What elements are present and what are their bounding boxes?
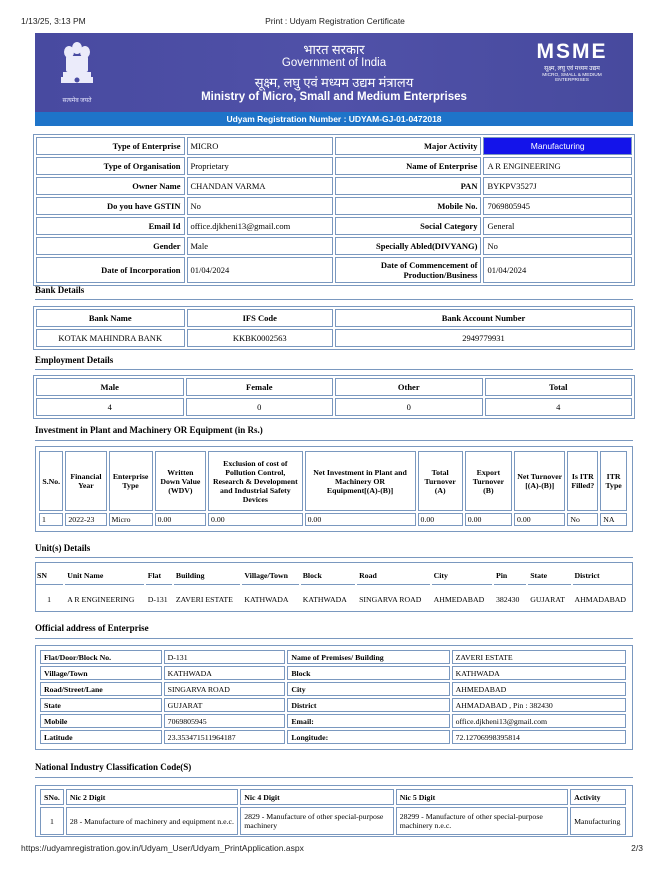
investment-cell: 0.00 bbox=[305, 513, 416, 526]
investment-header: S.No. bbox=[39, 451, 63, 511]
government-title: Government of India bbox=[281, 57, 387, 69]
enterprise-label: Type of Enterprise bbox=[36, 137, 185, 155]
bank-details-heading: Bank Details bbox=[35, 285, 85, 295]
investment-header: Is ITR Filled? bbox=[567, 451, 598, 511]
enterprise-label: Name of Enterprise bbox=[335, 157, 481, 175]
official-value: 7069805945 bbox=[164, 714, 286, 728]
enterprise-label: Specially Abled(DIVYANG) bbox=[335, 237, 481, 255]
official-value: ZAVERI ESTATE bbox=[452, 650, 626, 664]
employment-divider bbox=[35, 369, 633, 370]
investment-cell: 0.00 bbox=[514, 513, 565, 526]
investment-cell: 0.00 bbox=[155, 513, 206, 526]
nic-table bbox=[38, 787, 628, 837]
official-value: 23.353471511964187 bbox=[164, 730, 286, 744]
enterprise-row bbox=[36, 217, 632, 235]
enterprise-row bbox=[36, 237, 632, 255]
enterprise-row bbox=[36, 197, 632, 215]
official-address-row bbox=[40, 650, 626, 664]
enterprise-value: Male bbox=[187, 237, 333, 255]
enterprise-label: Gender bbox=[36, 237, 185, 255]
unit-cell: GUJARAT bbox=[530, 594, 565, 604]
enterprise-details-table bbox=[33, 134, 635, 286]
unit-header: Block bbox=[301, 566, 355, 585]
investment-header: Total Turnover (A) bbox=[418, 451, 463, 511]
nic-header: Nic 2 Digit bbox=[66, 789, 238, 805]
official-address-row bbox=[40, 714, 626, 728]
nic-cell: 2829 - Manufacture of other special-purpose machinery bbox=[240, 807, 394, 835]
official-value: SINGARVA ROAD bbox=[164, 682, 286, 696]
employment-header-female: Female bbox=[186, 378, 334, 396]
nic-heading: National Industry Classification Code(S) bbox=[35, 762, 192, 772]
nic-header: SNo. bbox=[40, 789, 64, 805]
official-value: AHMEDABAD bbox=[452, 682, 626, 696]
official-label: Email: bbox=[287, 714, 449, 728]
unit-header: City bbox=[432, 566, 492, 585]
official-value: GUJARAT bbox=[164, 698, 286, 712]
official-label: City bbox=[287, 682, 449, 696]
employment-total: 4 bbox=[485, 398, 633, 416]
enterprise-value: Proprietary bbox=[187, 157, 333, 175]
ministry-banner bbox=[35, 33, 633, 112]
enterprise-row bbox=[36, 137, 632, 155]
enterprise-label: Date of Incorporation bbox=[36, 257, 185, 283]
official-value: KATHWADA bbox=[452, 666, 626, 680]
enterprise-value: No bbox=[483, 237, 632, 255]
bank-name: KOTAK MAHINDRA BANK bbox=[36, 329, 185, 347]
enterprise-value: A R ENGINEERING bbox=[483, 157, 632, 175]
page-url: https://udyamregistration.gov.in/Udyam_User/Udyam_PrintApplication.aspx bbox=[21, 843, 304, 853]
investment-cell: 1 bbox=[39, 513, 63, 526]
employment-details-heading: Employment Details bbox=[35, 355, 114, 365]
unit-cell: AHMEDABAD bbox=[433, 594, 485, 604]
official-value: D-131 bbox=[164, 650, 286, 664]
investment-header: ITR Type bbox=[600, 451, 627, 511]
investment-header: Financial Year bbox=[65, 451, 106, 511]
employment-other: 0 bbox=[335, 398, 483, 416]
enterprise-label: Owner Name bbox=[36, 177, 185, 195]
unit-cell: AHMADABAD bbox=[574, 594, 627, 604]
official-label: Block bbox=[287, 666, 449, 680]
unit-cell: SINGARVA ROAD bbox=[359, 594, 422, 604]
bank-account-number: 2949779931 bbox=[335, 329, 632, 347]
nic-header: Nic 5 Digit bbox=[396, 789, 568, 805]
investment-header: Written Down Value (WDV) bbox=[155, 451, 206, 511]
bank-header-account: Bank Account Number bbox=[335, 309, 632, 327]
msme-logo-word: MSME bbox=[536, 40, 608, 63]
msme-logo-english: MICRO, SMALL & MEDIUM ENTERPRISES bbox=[542, 73, 602, 83]
employment-male: 4 bbox=[36, 398, 184, 416]
unit-cell: 382430 bbox=[496, 594, 520, 604]
official-address-row bbox=[40, 698, 626, 712]
enterprise-label: PAN bbox=[335, 177, 481, 195]
nic-header: Activity bbox=[570, 789, 626, 805]
official-label: Road/Street/Lane bbox=[40, 682, 162, 696]
emblem-caption: सत्यमेव जयते bbox=[62, 98, 92, 104]
unit-header: State bbox=[528, 566, 570, 585]
investment-divider bbox=[35, 440, 633, 441]
official-label: Name of Premises/ Building bbox=[287, 650, 449, 664]
employment-header-male: Male bbox=[36, 378, 184, 396]
official-value: office.djkheni13@gmail.com bbox=[452, 714, 626, 728]
bank-ifsc: KKBK0002563 bbox=[187, 329, 333, 347]
investment-cell: 2022-23 bbox=[65, 513, 106, 526]
official-value: 72.12706998395814 bbox=[452, 730, 626, 744]
enterprise-label: Mobile No. bbox=[335, 197, 481, 215]
official-label: Flat/Door/Block No. bbox=[40, 650, 162, 664]
investment-cell: NA bbox=[600, 513, 627, 526]
official-value: KATHWADA bbox=[164, 666, 286, 680]
investment-heading: Investment in Plant and Machinery OR Equipment (in Rs.) bbox=[35, 425, 263, 435]
print-header bbox=[0, 0, 670, 28]
enterprise-row bbox=[36, 177, 632, 195]
registration-number-bar: Udyam Registration Number : UDYAM-GJ-01-0472018 bbox=[35, 112, 633, 126]
enterprise-label: Type of Organisation bbox=[36, 157, 185, 175]
enterprise-value: BYKPV3527J bbox=[483, 177, 632, 195]
nic-cell: 28 - Manufacture of machinery and equipment n.e.c. bbox=[66, 807, 238, 835]
investment-cell: Micro bbox=[109, 513, 153, 526]
investment-header: Net Turnover [(A)-(B)] bbox=[514, 451, 565, 511]
units-heading: Unit(s) Details bbox=[35, 543, 91, 553]
enterprise-value: 01/04/2024 bbox=[483, 257, 632, 283]
official-address-table bbox=[38, 648, 628, 746]
nic-divider bbox=[35, 777, 633, 778]
enterprise-value: Manufacturing bbox=[483, 137, 632, 155]
unit-header: Pin bbox=[494, 566, 526, 585]
enterprise-row bbox=[36, 257, 632, 283]
msme-logo bbox=[525, 40, 619, 102]
official-label: Longitude: bbox=[287, 730, 449, 744]
units-table bbox=[33, 564, 635, 613]
unit-cell: D-131 bbox=[147, 594, 168, 604]
unit-cell: KATHWADA bbox=[302, 594, 347, 604]
enterprise-label: Date of Commencement of Production/Business bbox=[335, 257, 481, 283]
official-value: AHMADABAD , Pin : 382430 bbox=[452, 698, 626, 712]
unit-header: Building bbox=[174, 566, 240, 585]
official-label: Village/Town bbox=[40, 666, 162, 680]
enterprise-label: Social Category bbox=[335, 217, 481, 235]
nic-cell: 28299 - Manufacture of other special-purpose machinery n.e.c. bbox=[396, 807, 568, 835]
investment-cell: 0.00 bbox=[418, 513, 463, 526]
enterprise-label: Major Activity bbox=[335, 137, 481, 155]
enterprise-label: Do you have GSTIN bbox=[36, 197, 185, 215]
investment-table bbox=[37, 449, 629, 528]
enterprise-label: Email Id bbox=[36, 217, 185, 235]
official-label: State bbox=[40, 698, 162, 712]
unit-cell: KATHWADA bbox=[244, 594, 289, 604]
investment-header: Exclusion of cost of Pollution Control, Research & Development and Industrial Safety Devices bbox=[208, 451, 303, 511]
hindi-ministry-title: सूक्ष्म, लघु एवं मध्यम उद्यम मंत्रालय bbox=[254, 75, 414, 90]
enterprise-value: MICRO bbox=[187, 137, 333, 155]
nic-header: Nic 4 Digit bbox=[240, 789, 394, 805]
print-title: Print : Udyam Registration Certificate bbox=[265, 16, 405, 26]
bank-details-table bbox=[33, 306, 635, 350]
hindi-government-title: भारत सरकार bbox=[303, 42, 365, 57]
bank-divider bbox=[35, 299, 633, 300]
enterprise-value: office.djkheni13@gmail.com bbox=[187, 217, 333, 235]
bank-header-name: Bank Name bbox=[36, 309, 185, 327]
page-number: 2/3 bbox=[631, 843, 643, 853]
employment-header-other: Other bbox=[335, 378, 483, 396]
enterprise-value: 7069805945 bbox=[483, 197, 632, 215]
msme-logo-hindi: सूक्ष्म, लघु एवं मध्यम उद्यम bbox=[544, 66, 600, 72]
unit-header: Road bbox=[357, 566, 430, 585]
unit-header: Flat bbox=[146, 566, 172, 585]
official-address-divider bbox=[35, 638, 633, 639]
ministry-title: Ministry of Micro, Small and Medium Enterprises bbox=[201, 91, 467, 103]
investment-header: Export Turnover (B) bbox=[465, 451, 512, 511]
bank-header-ifsc: IFS Code bbox=[187, 309, 333, 327]
enterprise-value: No bbox=[187, 197, 333, 215]
enterprise-value: General bbox=[483, 217, 632, 235]
official-address-heading: Official address of Enterprise bbox=[35, 623, 149, 633]
investment-cell: 0.00 bbox=[208, 513, 303, 526]
nic-cell: 1 bbox=[40, 807, 64, 835]
official-address-row bbox=[40, 730, 626, 744]
investment-cell: No bbox=[567, 513, 598, 526]
unit-cell: ZAVERI ESTATE bbox=[175, 594, 233, 604]
unit-header: Village/Town bbox=[242, 566, 298, 585]
enterprise-value: CHANDAN VARMA bbox=[187, 177, 333, 195]
employment-header-total: Total bbox=[485, 378, 633, 396]
official-address-row bbox=[40, 682, 626, 696]
investment-header: Enterprise Type bbox=[109, 451, 153, 511]
employment-female: 0 bbox=[186, 398, 334, 416]
official-label: Latitude bbox=[40, 730, 162, 744]
enterprise-value: 01/04/2024 bbox=[187, 257, 333, 283]
employment-details-table bbox=[33, 375, 635, 419]
official-label: District bbox=[287, 698, 449, 712]
print-datetime: 1/13/25, 3:13 PM bbox=[21, 16, 86, 26]
unit-cell: 1 bbox=[47, 594, 52, 604]
unit-header: Unit Name bbox=[65, 566, 144, 585]
investment-cell: 0.00 bbox=[465, 513, 512, 526]
nic-cell: Manufacturing bbox=[570, 807, 626, 835]
unit-header: District bbox=[573, 566, 634, 585]
official-address-row bbox=[40, 666, 626, 680]
official-label: Mobile bbox=[40, 714, 162, 728]
unit-header: SN bbox=[35, 566, 63, 585]
units-divider bbox=[35, 557, 633, 558]
unit-cell: A R ENGINEERING bbox=[67, 594, 135, 604]
enterprise-row bbox=[36, 157, 632, 175]
investment-header: Net Investment in Plant and Machinery OR Equipment[(A)-(B)] bbox=[305, 451, 416, 511]
